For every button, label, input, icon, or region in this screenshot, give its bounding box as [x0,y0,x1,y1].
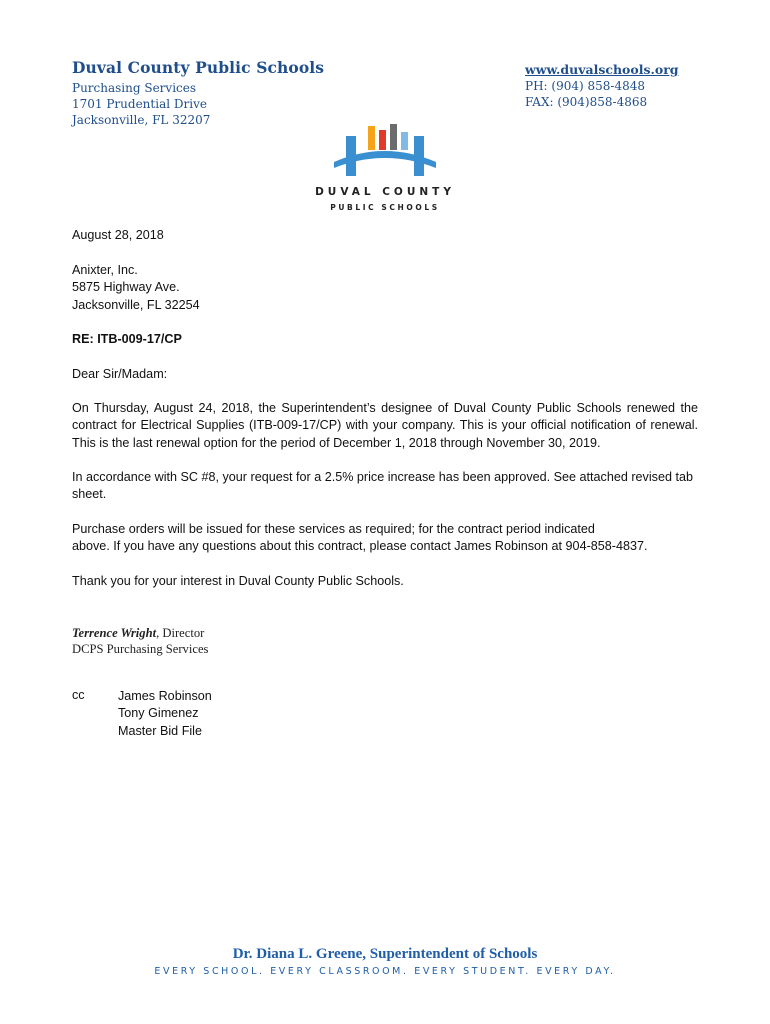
website-link[interactable]: www.duvalschools.org [525,62,679,77]
logo-text-line2: PUBLIC SCHOOLS [330,203,440,212]
signer-name: Terrence Wright [72,626,157,640]
phone-number: PH: (904) 858-4848 [525,79,645,93]
recipient-street: 5875 Highway Ave. [72,280,180,295]
footer-tagline: EVERY SCHOOL. EVERY CLASSROOM. EVERY STUDENT. EVERY DAY. [154,966,616,977]
cc-item: James Robinson [118,689,212,703]
signature-block [72,625,208,657]
signer-department: DCPS Purchasing Services [72,642,209,656]
salutation: Dear Sir/Madam: [72,367,168,381]
recipient-company: Anixter, Inc. [72,263,138,277]
bridge-logo-icon [300,116,470,184]
closing-line: Thank you for your interest in Duval County Public Schools. [72,574,404,588]
city-state-zip: Jacksonville, FL 32207 [72,113,211,127]
logo-bar-red [379,130,386,150]
paragraph-purchase-orders-line1: Purchase orders will be issued for these services as required; for the contract period indicated [72,522,595,536]
re-line: RE: ITB-009-17/CP [72,332,182,346]
signer-title: , Director [156,626,205,640]
cc-list [118,688,212,740]
footer-superintendent: Dr. Diana L. Greene, Superintendent of Schools [232,946,538,962]
cc-item: Tony Gimenez [118,706,199,721]
recipient-city: Jacksonville, FL 32254 [72,297,200,312]
dcps-logo [300,116,470,216]
logo-bar-gray [390,124,397,150]
paragraph-price-increase: In accordance with SC #8, your request for a 2.5% price increase has been approved. See attached revised tab sheet. [72,470,693,502]
department: Purchasing Services [72,81,197,95]
org-name: Duval County Public Schools [72,58,325,77]
cc-item: Master Bid File [118,723,202,738]
header-contact-block [525,62,679,110]
paragraph-renewal: On Thursday, August 24, 2018, the Superintendent’s designee of Duval County Public Schools renewed the contract for Electrical Supplies (ITB-009-17/CP) with your company. This is your official notification of renewal. This is the last renewal option for the period of December 1, 2018 through November 30, 2019. [72,401,698,450]
logo-bar-lightblue [401,132,408,150]
cc-label: cc [72,688,85,702]
street-address: 1701 Prudential Drive [72,97,207,111]
paragraph-purchase-orders-line2: above. If you have any questions about this contract, please contact James Robinson at 904-858-4837. [72,539,648,554]
letter-date: August 28, 2018 [72,228,164,242]
paragraph-purchase-orders [72,521,698,556]
header-address-block [72,58,324,128]
fax-number: FAX: (904)858-4868 [525,95,648,109]
logo-text-line1: DUVAL COUNTY [315,186,455,198]
recipient-block [72,262,698,314]
logo-bar-orange [368,126,375,150]
signature-line [72,625,208,641]
